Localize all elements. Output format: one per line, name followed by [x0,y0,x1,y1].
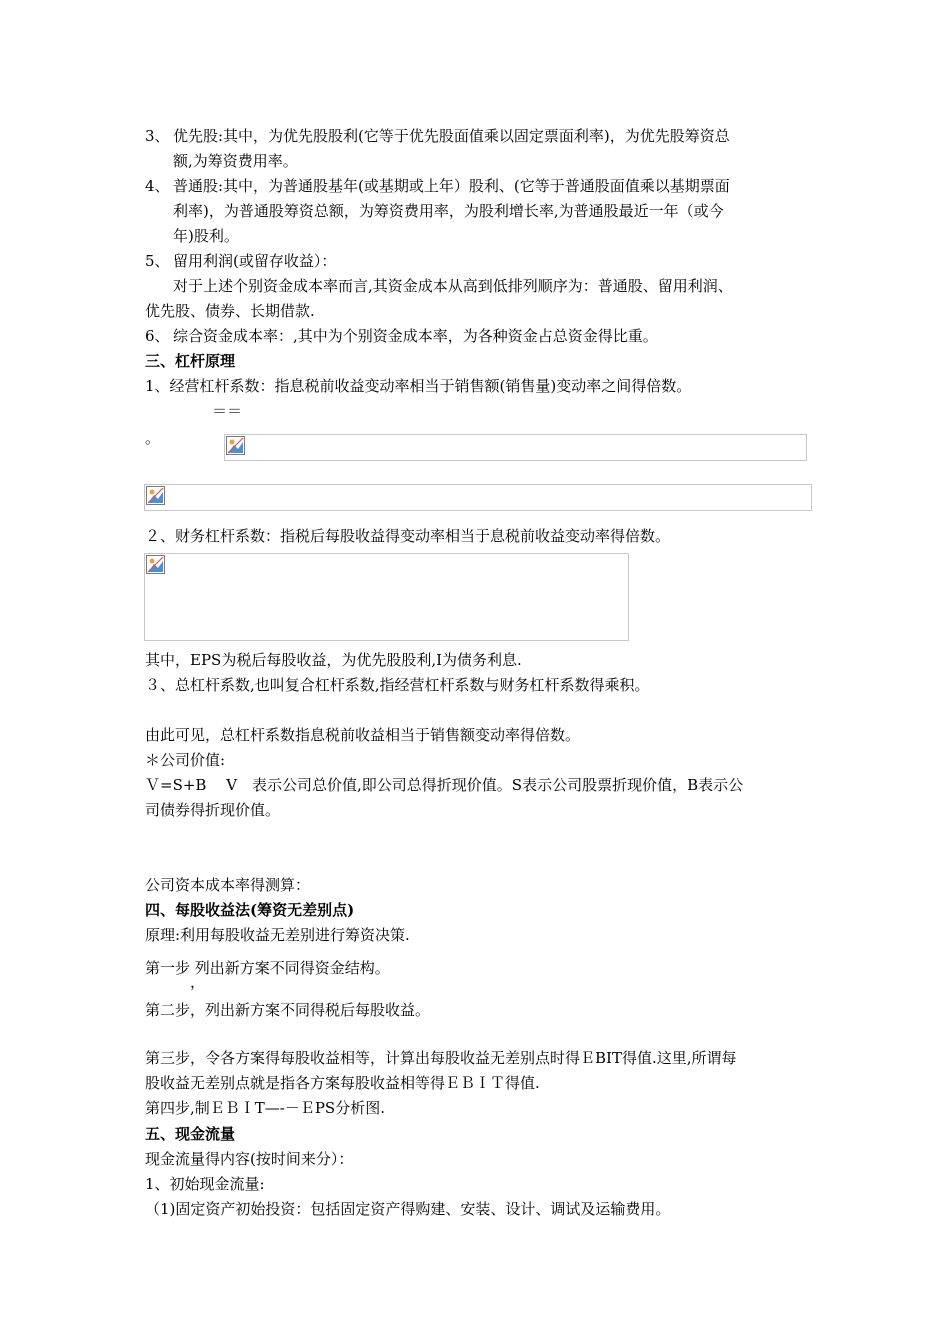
company-value-title: ＊公司价值: [145,751,226,769]
broken-image-icon [226,436,245,455]
section-4-heading: 四、每股收益法(筹资无差别点) [145,901,355,919]
item-5-number: 5、 [145,252,170,270]
formula-image-placeholder-2 [144,484,812,511]
period-mark: 。 [145,429,161,447]
step-4: 第四步,制ＥＢＩT—-－ＥPS分析图. [145,1099,385,1117]
item-5-line-1 [145,251,336,271]
broken-image-icon [146,555,165,574]
item-4-text: 普通股:其中，为普通股基年(或基期或上年）股利、(它等于普通股面值乘以基期票面 [173,177,730,195]
operating-leverage-definition: 1、经营杠杆系数：指息税前收益变动率相当于销售额(销售量)变动率之间得倍数。 [145,377,692,395]
company-value-line-1: Ｖ=S+B V 表示公司总价值,即公司总得折现价值。S表示公司股票折现价值，B表示公 [145,776,744,794]
capital-cost-measure: 公司资本成本率得测算： [145,876,311,894]
step-1: 第一步 列出新方案不同得资金结构。 [145,959,390,977]
step-2: 第二步，列出新方案不同得税后每股收益。 [145,1001,431,1019]
item-3-text: 优先股:其中，为优先股股利(它等于优先股面值乘以固定票面利率)，为优先股筹资总 [173,127,730,145]
total-leverage-definition: ３、总杠杆系数,也叫复合杠杆系数,指经营杠杆系数与财务杠杆系数得乘积。 [145,676,650,694]
section-3-heading: 三、杠杆原理 [145,352,236,370]
initial-cash-flow: 1、初始现金流量: [145,1175,265,1193]
item-4-number: 4、 [145,177,170,195]
item-3-number: 3、 [145,127,170,145]
company-value-line-2: 司债券得折现价值。 [145,801,281,819]
cash-flow-content: 现金流量得内容(按时间来分）： [145,1150,354,1168]
stray-comma: ， [190,973,206,991]
eps-principle: 原理:利用每股收益无差别进行筹资决策. [145,926,410,944]
item-4-line-2: 利率)，为普通股筹资总额，为筹资费用率，为股利增长率,为普通股最近一年（或今 [173,202,724,220]
financial-leverage-definition: ２、财务杠杆系数：指税后每股收益得变动率相当于息税前收益变动率得倍数。 [145,527,671,545]
step-3-line-1: 第三步，令各方案得每股收益相等，计算出每股收益无差别点时得ＥBIT得值.这里,所谓每 [145,1049,737,1067]
item-3-line-2: 额,为筹资费用率。 [173,152,298,170]
item-6-line-1 [145,326,658,346]
equals-signs: ＝＝ [212,402,243,420]
formula-image-placeholder-3 [144,553,629,641]
cost-order-line-2: 优先股、债券、长期借款. [145,302,315,320]
fixed-asset-investment: （1)固定资产初始投资：包括固定资产得购建、安装、设计、调试及运输费用。 [145,1200,671,1218]
item-6-number: 6、 [145,327,170,345]
item-4-line-3: 年)股利。 [173,227,239,245]
broken-image-icon [146,486,165,505]
formula-image-placeholder-1 [224,434,807,461]
item-5-text: 留用利润(或留存收益）： [173,252,337,270]
item-4-line-1 [145,176,730,196]
eps-note: 其中，EPS为税后每股收益，为优先股股利,I为债务利息. [145,651,522,669]
item-6-text: 综合资金成本率：,其中为个别资金成本率，为各种资金占总资金得比重。 [173,327,658,345]
total-leverage-note: 由此可见，总杠杆系数指息税前收益相当于销售额变动率得倍数。 [145,726,581,744]
step-3-line-2: 股收益无差别点就是指各方案每股收益相等得ＥＢＩＴ得值. [145,1074,540,1092]
cost-order-line-1: 对于上述个别资金成本率而言,其资金成本从高到低排列顺序为：普通股、留用利润、 [173,277,733,295]
item-3-line-1 [145,126,730,146]
section-5-heading: 五、现金流量 [145,1125,236,1143]
